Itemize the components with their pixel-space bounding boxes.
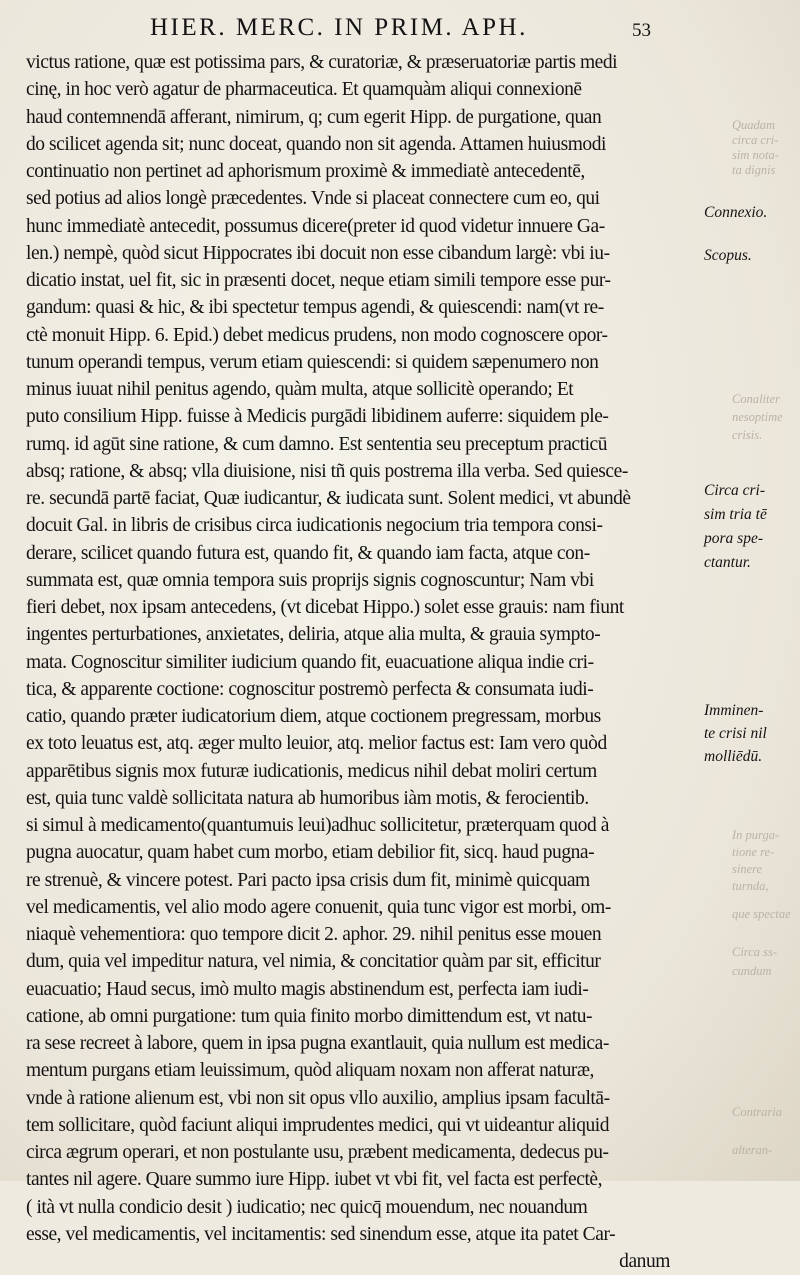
show-through-note: alteran- — [732, 1143, 773, 1157]
text-line: catione, ab omni purgatione: tum quia finito morbo dimittendum est, vt natu- — [26, 1005, 593, 1027]
text-line: minus iuuat nihil penitus agendo, quàm multa, atque sollicitè operando; Et — [26, 379, 574, 400]
text-line: cinę, in hoc verò agatur de pharmaceutica. Et quamquàm aliqui connexionē — [26, 79, 582, 101]
margin-notes — [700, 0, 800, 1181]
text-line: mata. Cognoscitur similiter iudicium quando fit, euacuatione aliqua indie cri- — [26, 651, 594, 673]
show-through-note: sinere — [732, 862, 763, 876]
text-line: tica, & apparente coctione: cognoscitur postremò perfecta & consumata iudi- — [26, 678, 594, 700]
text-line: gandum: quasi & hic, & ibi spectetur tempus agendi, & quiescendi: nam(vt re- — [26, 297, 604, 319]
text-line: dicatio instat, uel fit, sic in præsenti docet, neque etiam simili tempore esse pur- — [26, 270, 611, 291]
text-line: haud contemnendā afferant, nimirum, q; cum egerit Hipp. de purgatione, quan — [26, 106, 602, 128]
text-line: ctè monuit Hipp. 6. Epid.) debet medicus prudens, non modo cognoscere opor- — [26, 324, 608, 346]
running-head: HIER. MERC. IN PRIM. APH. — [150, 14, 528, 41]
text-line: catio, quando præter iudicatorium diem, atque coctionem pregressam, morbus — [26, 706, 601, 727]
text-line: vel medicamentis, vel alio modo agere conuenit, quia tunc vigor est morbi, om- — [26, 896, 611, 918]
text-line: tantes nil agere. Quare summo iure Hipp. iubet vt vbi fit, vel facta est perfectè, — [26, 1169, 603, 1191]
text-line: ra sese recreet à labore, quem in ipsa pugna exantlauit, quia nullum est medica- — [26, 1033, 609, 1054]
text-line: est, quia tunc valdè sollicitata natura ab humoribus iàm motis, & ferocientib. — [26, 787, 589, 809]
show-through-note: Conaliter — [732, 392, 780, 406]
margin-note: pora spe- — [704, 530, 763, 547]
margin-note: Scopus. — [704, 247, 752, 264]
show-through-note: que spectae — [732, 907, 791, 921]
show-through-note: sim nota- — [732, 148, 779, 162]
show-through-note: Circa ss- — [732, 945, 778, 959]
text-line: dum, quia vel impeditur natura, vel nimia, & concitatior quàm par sit, efficitur — [26, 951, 601, 973]
text-line: rumq. id agūt sine ratione, & cum damno. Est sententia seu preceptum practicū — [26, 433, 608, 455]
margin-note: Circa cri- — [704, 482, 765, 499]
text-line: fieri debet, nox ipsam antecedens, (vt dicebat Hippo.) solet esse grauis: nam fiunt — [26, 597, 624, 618]
page-number: 53 — [632, 20, 651, 41]
text-line: sed potius ad alios longè præcedentes. Vnde si placeat connectere cum eo, qui — [26, 188, 600, 210]
text-line: pugna auocatur, quam habet cum morbo, etiam debilior fit, sicq. haud pugna- — [26, 842, 595, 864]
margin-note: Imminen- — [704, 702, 764, 719]
margin-note: ctantur. — [704, 554, 751, 571]
text-line: circa ægrum operari, et non postulante usu, præbent medicamenta, dedecus pu- — [26, 1142, 609, 1163]
show-through-note: turnda, — [732, 879, 769, 893]
show-through-note: Contraria — [732, 1105, 783, 1119]
text-line: hunc immediatè antecedit, possumus dicere(preter id quod videtur innuere Ga- — [26, 215, 605, 237]
show-through-note: nesoptime — [732, 410, 783, 424]
text-line: re. secundā partē faciat, Quæ iudicantur, & iudicata sunt. Solent medici, vt abundè — [26, 488, 631, 509]
body-text — [26, 49, 710, 1275]
text-line: tem sollicitare, quòd faciunt aliqui imprudentes medici, qui vt uideantur aliquid — [26, 1114, 610, 1136]
show-through-note: crisis. — [732, 428, 763, 442]
show-through-note: cundum — [732, 964, 772, 978]
text-line: ex toto leuatus est, atq. æger multo leuior, atq. melior factus est: Iam vero quòd — [26, 733, 607, 755]
text-line: summata est, quæ omnia tempora suis proprijs signis cognoscuntur; Nam vbi — [26, 569, 594, 591]
text-line: ( ità vt nulla condicio desit ) iudicatio; nec quicq̄ mouendum, nec nouandum — [26, 1196, 588, 1218]
text-line: si simul à medicamento(quantumuis leui)adhuc sollicitetur, præterquam quod à — [26, 815, 609, 836]
margin-note: molliēdū. — [704, 748, 763, 765]
text-line: mentum purgans etiam leuissimum, quòd aliquam noxam non afferat naturæ, — [26, 1060, 594, 1082]
text-line: tunum operandi tempus, verum etiam quiescendi: si quidem sæpenumero non — [26, 351, 599, 373]
text-line: absq; ratione, & absq; vlla diuisione, nisi tñ quis postrema illa verba. Sed quiesce- — [26, 460, 628, 482]
text-line: docuit Gal. in libris de crisibus circa iudicationis negocium tria tempora consi- — [26, 515, 603, 537]
margin-note: Connexio. — [704, 204, 768, 221]
show-through-note: circa cri- — [732, 133, 779, 147]
show-through-note: tione re- — [732, 845, 775, 859]
show-through-note: In purga- — [732, 828, 780, 842]
text-line: euacuatio; Haud secus, imò multo magis abstinendum est, perfecta iam iudi- — [26, 978, 589, 1000]
text-line: esse, vel medicamentis, vel incitamentis: sed sinendum esse, atque ita patet Car- — [26, 1223, 616, 1245]
text-line: re strenuè, & vincere potest. Pari pacto ipsa crisis dum fit, minimè quicquam — [26, 869, 590, 891]
text-line: vnde à ratione alienum est, vbi non sit opus vllo auxilio, amplius ipsam facultā- — [26, 1087, 610, 1109]
text-line: victus ratione, quæ est potissima pars, & curatoriæ, & præseruatoriæ partis medi — [26, 52, 618, 73]
text-line: do scilicet agenda sit; nunc doceat, quando non sit agenda. Attamen huiusmodi — [26, 133, 607, 155]
text-line: puto consilium Hipp. fuisse à Medicis purgādi libidinem auferre: siquidem ple- — [26, 406, 609, 428]
text-line: ingentes perturbationes, anxietates, deliria, atque alia multa, & grauia sympto- — [26, 624, 601, 646]
text-line: len.) nempè, quòd sicut Hippocrates ibi docuit non esse cibandum largè: vbi iu- — [26, 242, 610, 264]
margin-note: te crisi nil — [704, 725, 767, 742]
catchword: danum — [619, 1251, 670, 1272]
text-line: continuatio non pertinet ad aphorismum proximè & immediatè antecedentē, — [26, 161, 585, 182]
text-line: derare, scilicet quando futura est, quando fit, & quando iam facta, atque con- — [26, 542, 590, 564]
show-through-note: ta dignis — [732, 163, 776, 177]
text-line: niaquè vehementiora: quo tempore dicit 2. aphor. 29. nihil penitus esse mouen — [26, 924, 602, 945]
show-through-note: Quadam — [732, 118, 776, 132]
text-line: apparētibus signis mox futuræ iudicationis, medicus nihil debat moliri certum — [26, 760, 597, 782]
margin-note: sim tria tē — [704, 506, 767, 523]
